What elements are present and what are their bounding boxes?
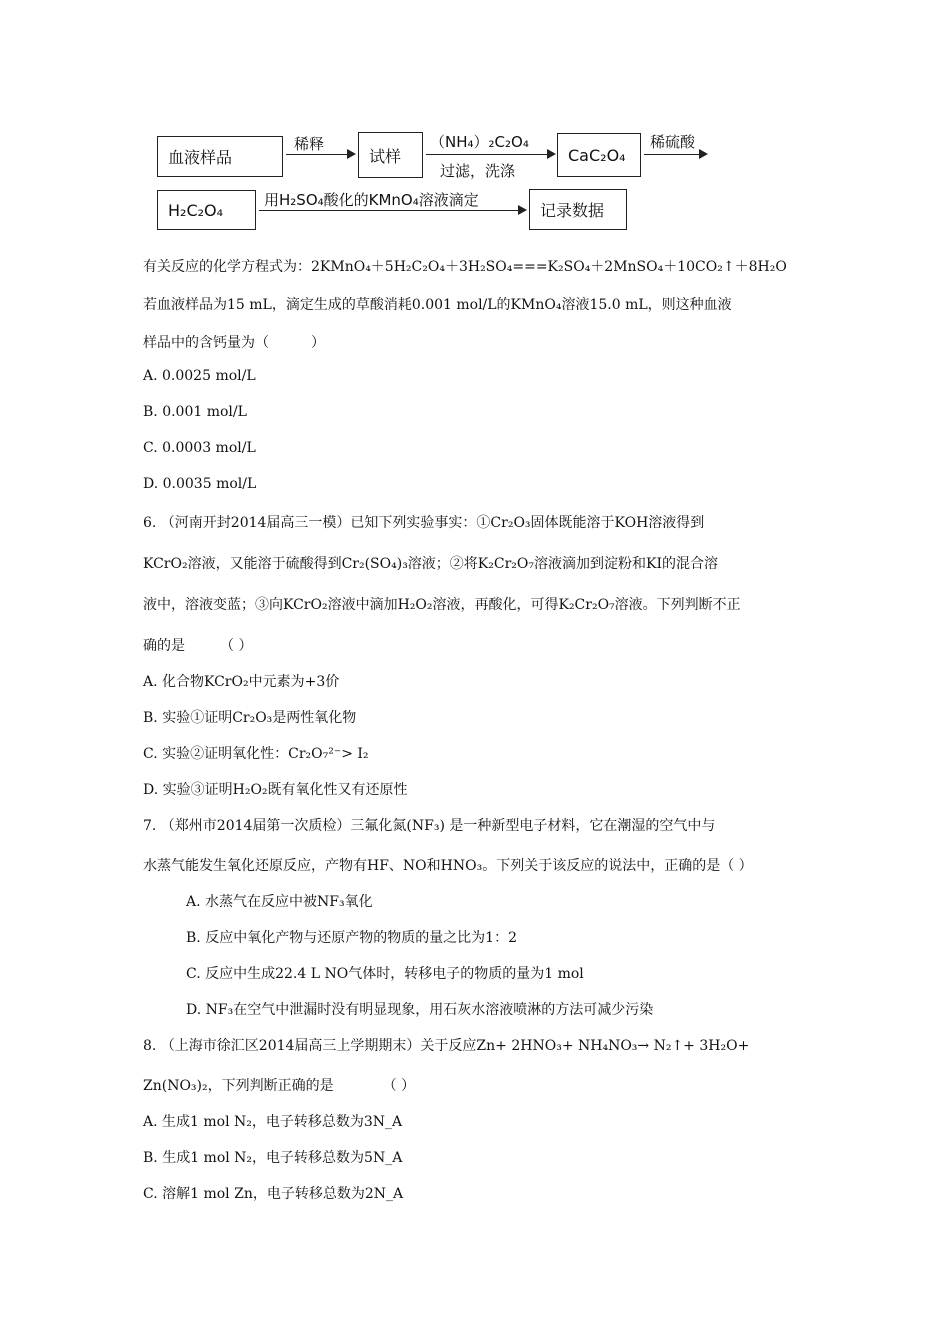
q7-option-d: D. NF₃在空气中泄漏时没有明显现象，用石灰水溶液喷淋的方法可减少污染 <box>186 1002 654 1018</box>
q6-option-b: B. 实验①证明Cr₂O₃是两性氧化物 <box>143 710 357 726</box>
label-reagent: （NH₄）₂C₂O₄ <box>430 133 529 151</box>
q5-equation: 有关反应的化学方程式为：2KMnO₄＋5H₂C₂O₄＋3H₂SO₄===K₂SO₄＋2MnSO₄＋10CO₂↑＋8H₂O <box>143 259 787 275</box>
q8-option-a: A. 生成1 mol N₂，电子转移总数为3N_A <box>143 1114 403 1130</box>
arrow-4 <box>259 210 525 211</box>
q6-option-a: A. 化合物KCrO₂中元素为+3价 <box>143 674 340 690</box>
label-titrate: 用H₂SO₄酸化的KMnO₄溶液滴定 <box>264 191 479 209</box>
q8-line2: Zn(NO₃)₂，下列判断正确的是 （ ） <box>143 1078 416 1094</box>
q5-option-c: C. 0.0003 mol/L <box>143 440 256 456</box>
q8-option-c: C. 溶解1 mol Zn，电子转移总数为2N_A <box>143 1186 404 1202</box>
label-dilute: 稀释 <box>294 135 325 153</box>
q5-stem-line1: 若血液样品为15 mL，滴定生成的草酸消耗0.001 mol/L的KMnO₄溶液15.0 mL，则这种血液 <box>143 297 732 313</box>
q6-option-c: C. 实验②证明氧化性：Cr₂O₇²⁻> I₂ <box>143 746 369 762</box>
q6-line2: KCrO₂溶液，又能溶于硫酸得到Cr₂(SO₄)₃溶液；②将K₂Cr₂O₇溶液滴加到淀粉和KI的混合溶 <box>143 556 718 572</box>
q6-line4: 确的是 （ ） <box>143 638 253 654</box>
box-blood-sample: 血液样品 <box>157 136 283 177</box>
q8-line1: 8. （上海市徐汇区2014届高三上学期期末）关于反应Zn+ 2HNO₃+ NH₄NO₃→ N₂↑+ 3H₂O+ <box>143 1038 750 1054</box>
q7-line2: 水蒸气能发生氧化还原反应，产物有HF、NO和HNO₃。下列关于该反应的说法中，正确的是（ ） <box>143 858 753 874</box>
q6-line3: 液中，溶液变蓝；③向KCrO₂溶液中滴加H₂O₂溶液，再酸化，可得K₂Cr₂O₇溶液。下列判断不正 <box>143 597 741 613</box>
q7-option-a: A. 水蒸气在反应中被NF₃氧化 <box>186 894 373 910</box>
box-h2c2o4: H₂C₂O₄ <box>157 190 256 230</box>
q7-line1: 7. （郑州市2014届第一次质检）三氟化氮(NF₃) 是一种新型电子材料，它在潮湿的空气中与 <box>143 818 716 834</box>
q5-option-a: A. 0.0025 mol/L <box>143 368 256 384</box>
box-sample: 试样 <box>358 132 423 178</box>
q7-option-c: C. 反应中生成22.4 L NO气体时，转移电子的物质的量为1 mol <box>186 966 584 982</box>
q5-option-b: B. 0.001 mol/L <box>143 404 247 420</box>
q5-stem-line2: 样品中的含钙量为（ ） <box>143 335 325 351</box>
arrow-2 <box>426 154 554 155</box>
box-record-data: 记录数据 <box>529 189 627 230</box>
q6-option-d: D. 实验③证明H₂O₂既有氧化性又有还原性 <box>143 782 408 798</box>
q5-option-d: D. 0.0035 mol/L <box>143 476 257 492</box>
arrow-3 <box>644 154 706 155</box>
label-filter: 过滤，洗涤 <box>440 162 516 180</box>
box-cac2o4: CaC₂O₄ <box>557 133 641 177</box>
flow-chart <box>0 0 950 240</box>
arrow-1 <box>286 154 354 155</box>
q7-option-b: B. 反应中氧化产物与还原产物的物质的量之比为1：2 <box>186 930 518 946</box>
q6-line1: 6. （河南开封2014届高三一模）已知下列实验事实：①Cr₂O₃固体既能溶于KOH溶液得到 <box>143 515 705 531</box>
label-acid: 稀硫酸 <box>650 133 696 151</box>
q8-option-b: B. 生成1 mol N₂，电子转移总数为5N_A <box>143 1150 403 1166</box>
